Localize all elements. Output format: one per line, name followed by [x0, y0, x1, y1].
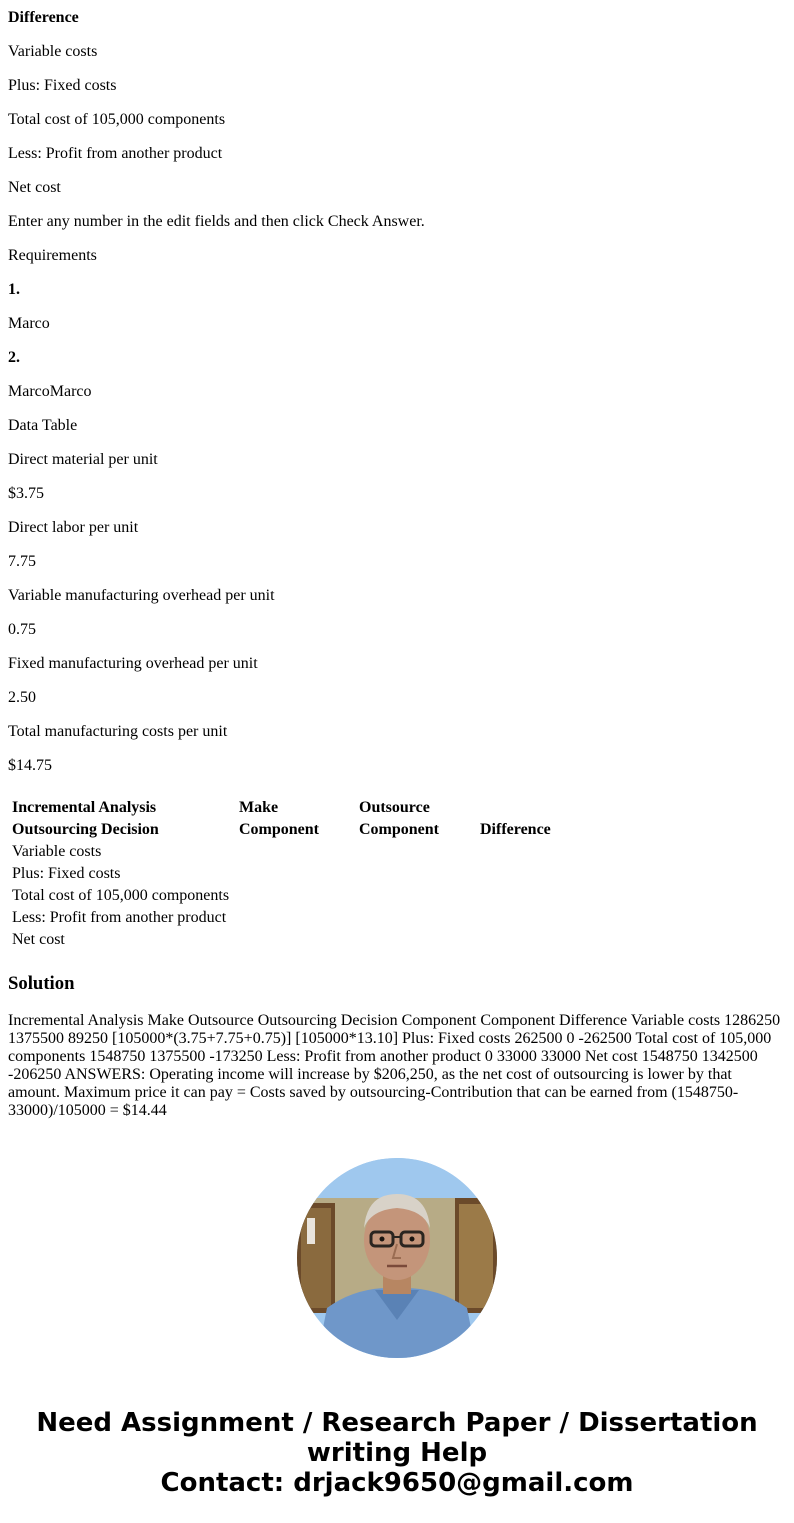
line-total-mfg-label: Total manufacturing costs per unit: [8, 723, 228, 740]
header-outsourcing-decision: Outsourcing Decision: [12, 821, 159, 838]
line-req-1-text: Marco: [8, 315, 50, 332]
table-row: [11, 864, 561, 884]
line-var-overhead-value: 0.75: [8, 621, 36, 638]
line-total-cost: Total cost of 105,000 components: [8, 111, 226, 128]
line-direct-material-label: Direct material per unit: [8, 451, 158, 468]
cell-empty: [358, 908, 477, 928]
line-direct-labor-label: Direct labor per unit: [8, 519, 139, 536]
line-req-1-number: 1.: [8, 281, 20, 298]
cell-empty: [358, 930, 477, 950]
cell-empty: [238, 842, 356, 862]
table-header-row: [11, 820, 561, 840]
solution-text: Incremental Analysis Make Outsource Outsourcing Decision Component Component Difference Variable costs 1286250 1375500 89250 [105000*(3.75+7.75+0.75)] [105000*13.10] Plus: Fixed costs 262500 0 -262500 Total cost of 105,000 components 1548750 1375500 -173250 Less: Profit from another product 0 33000 33000 Net cost 1548750 1342500 -206250 ANSWERS: Operating income will increase by $206,250, as the net cost of outsourcing is lower by that amount. Maximum price it can pay = Costs saved by outsourcing-Contribution that can be earned from (1548750-33000)/105000 = $14.44: [8, 1012, 781, 1119]
header-incremental-analysis: Incremental Analysis: [12, 799, 157, 816]
header-outsource: Outsource: [359, 799, 430, 816]
line-var-overhead-label: Variable manufacturing overhead per unit: [8, 587, 275, 604]
row-label-net-cost: Net cost: [12, 931, 65, 948]
line-data-table: Data Table: [8, 417, 78, 434]
line-direct-material-value: $3.75: [8, 485, 44, 502]
cell-empty: [479, 864, 561, 884]
line-less-profit: Less: Profit from another product: [8, 145, 223, 162]
header-difference: Difference: [480, 821, 551, 838]
line-total-mfg-value: $14.75: [8, 757, 52, 774]
cell-empty: [358, 864, 477, 884]
line-req-2-number: 2.: [8, 349, 20, 366]
line-instructions: Enter any number in the edit fields and then click Check Answer.: [8, 213, 425, 230]
header-component-make: Component: [239, 821, 320, 838]
incremental-analysis-table: [9, 796, 563, 952]
line-variable-costs: Variable costs: [8, 43, 98, 60]
cell-empty: [479, 842, 561, 862]
line-difference: Difference: [8, 9, 79, 26]
line-fixed-overhead-value: 2.50: [8, 689, 36, 706]
row-label-fixed-costs: Plus: Fixed costs: [12, 865, 121, 882]
line-fixed-overhead-label: Fixed manufacturing overhead per unit: [8, 655, 258, 672]
row-label-total-cost: Total cost of 105,000 components: [12, 887, 230, 904]
cell-empty: [238, 930, 356, 950]
table-header-row: [11, 798, 561, 818]
line-req-2-text: MarcoMarco: [8, 383, 92, 400]
cell-empty: [238, 886, 356, 906]
promo-headline: Need Assignment / Research Paper / Dissertation writing Help: [36, 1408, 758, 1468]
line-net-cost: Net cost: [8, 179, 61, 196]
question-lines: [8, 0, 786, 783]
line-direct-labor-value: 7.75: [8, 553, 36, 570]
line-requirements: Requirements: [8, 247, 97, 264]
avatar-container: [8, 1158, 786, 1358]
cell-empty: [358, 842, 477, 862]
promo-banner: [8, 1408, 786, 1498]
line-fixed-costs: Plus: Fixed costs: [8, 77, 117, 94]
table-row: [11, 842, 561, 862]
cell-empty: [238, 864, 356, 884]
table-row: [11, 930, 561, 950]
row-label-less-profit: Less: Profit from another product: [12, 909, 227, 926]
cell-empty: [479, 886, 561, 906]
cell-empty: [479, 908, 561, 928]
table-row: [11, 908, 561, 928]
person-avatar-photo-icon: [297, 1158, 497, 1358]
promo-contact: Contact: drjack9650@gmail.com: [160, 1468, 634, 1498]
cell-empty: [238, 908, 356, 928]
solution-heading: Solution: [8, 973, 75, 994]
header-make: Make: [239, 799, 279, 816]
row-label-variable-costs: Variable costs: [12, 843, 102, 860]
cell-empty: [358, 886, 477, 906]
cell-empty: [479, 930, 561, 950]
table-row: [11, 886, 561, 906]
header-empty: [479, 798, 561, 818]
header-component-outsource: Component: [359, 821, 440, 838]
